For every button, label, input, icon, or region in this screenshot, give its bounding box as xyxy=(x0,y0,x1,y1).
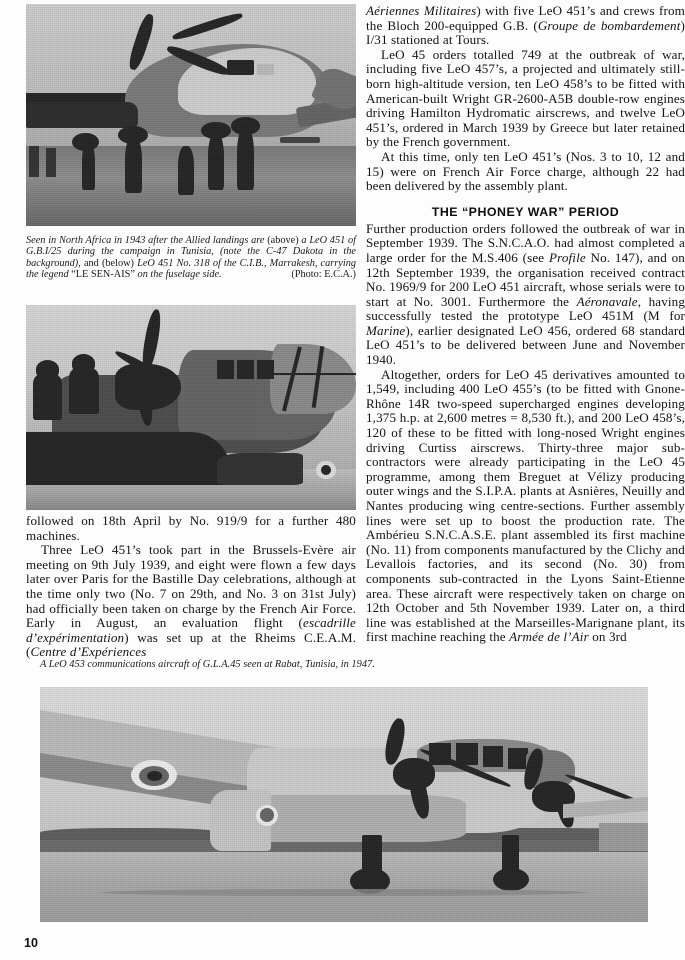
left-paragraph-1: followed on 18th April by No. 919/9 for a further 480 machines. xyxy=(26,513,356,543)
caption-upper xyxy=(26,235,356,280)
left-paragraph-2: Three LeO 451’s took part in the Brussels-Evère air meeting on 9th July 1939, and eight were flown a few days later over Paris for the Bastille Day celebrations, although at the time only two (No. 7 on 29th, and No. 3 on 31st July) had officially been taken on charge by the French Air Force. Early in August, an evaluation flight (escadrille d’expérimentation) was set up at the Rheims C.E.A.M. (Centre d’Expériences xyxy=(26,542,356,660)
italic-groupe-de-bombardement: Groupe de bombardement xyxy=(537,17,681,33)
caption-upper-part3: (note the C-47 Dakota in the background), xyxy=(26,246,356,269)
caption-lower: A LeO 453 communications aircraft of G.L.A.45 seen at Rabat, Tunisia, in 1947. xyxy=(40,659,375,670)
caption-upper-part1: (above) xyxy=(267,235,299,246)
right-paragraph-4: Further production orders followed the outbreak of war in September 1939. The S.N.C.A.O. had almost completed a large order for the M.S.406 (see Profile No. 147), and on 12th September 1939, the organisation received contract No. 1969/9 for 200 LeO 451 aircraft, whose serials were to start at No. 3001. Furthermore the Aéronavale, having successfully tested the prototype LeO 451M (M for Marine), earlier designated LeO 456, ordered 68 standard LeO 451’s to be delivered between June and November 1940. xyxy=(366,220,685,368)
page-number: 10 xyxy=(24,936,38,950)
italic-escadrille: escadrille d’expérimentation xyxy=(26,615,356,645)
photo-leo451-north-africa xyxy=(26,4,356,226)
italic-centre-experiences: Centre d’Expériences xyxy=(30,644,147,660)
italic-profile: Profile xyxy=(548,249,586,265)
right-paragraph-3: At this time, only ten LeO 451’s (Nos. 3 to 10, 12 and 15) were on French Air Force charge, although 22 had been delivered by the assembly plant. xyxy=(366,148,685,194)
caption-upper-part5: LeO 451 No. 318 of the C.I.B., Marrakesh, carrying the legend xyxy=(26,257,357,280)
photo-leo451-no318-cib-marrakesh xyxy=(26,305,356,510)
italic-aeriennes-militaires: Aériennes Militaires xyxy=(366,3,477,18)
right-paragraph-5: Altogether, orders for LeO 45 derivatives amounted to 1,549, including 400 LeO 455’s (to be fitted with Gnone-Rhône 14R two-speed supercharged engines developing 1,375 h.p. at 2,600 metres = 8,530 ft.), and 200 LeO 458’s, 120 of these to be fitted with long-nosed Wright engines driving Curtiss airscrews. Thirty-three major sub-contractors were already participating in the LeO 45 programme, among them Breguet at Vélizy producing outer wings and the S.I.P.A. plants at Asnières, Neuilly and Nantes producing wing centre-sections. Further assembly lines were set up to boost the production rate. The Ambérieu S.N.C.A.S.E. plant assembled its first machine (No. 11) from components manufactured by the Clichy and Levallois factories, and its second (No. 30) from components sub-contracted in the Lyons Saint-Etienne area. These aircraft were respectively taken on charge on 12th October and 5th November 1939. Later on, a third line was established at the Marseilles-Marignane plant, its first machine reaching the Armée de l’Air on 3rd xyxy=(366,366,685,645)
photo-credit: (Photo: E.C.A.) xyxy=(291,268,356,280)
photo-leo453-rabat xyxy=(40,687,648,922)
caption-upper-lead: Seen in North Africa in 1943 after the Allied landings are xyxy=(26,235,265,246)
right-paragraph-1: Aériennes Militaires) with five LeO 451’s and crews from the Bloch 200-equipped G.B. (Groupe de bombardement) I/31 stationed at Tours. xyxy=(366,3,685,48)
caption-upper-part7: on the fuselage side. xyxy=(137,268,222,280)
caption-upper-part6: “LE SEN-AIS” xyxy=(71,268,135,280)
italic-aeronavale: Aéronavale xyxy=(576,293,638,309)
right-paragraph-2: LeO 45 orders totalled 749 at the outbreak of war, including five LeO 457’s, a projected and ultimately still-born high-altitude version, ten LeO 458’s to be fitted with American-built Wright GR-2600-A5B double-row engines driving Hamilton Hydromatic airscrews, and twelve LeO 451’s, ordered in March 1939 by Greece but later retained by the French government. xyxy=(366,46,685,150)
italic-marine: Marine xyxy=(366,322,406,338)
caption-upper-part4: and (below) xyxy=(83,257,134,269)
italic-armee-de-lair: Armée de l’Air xyxy=(509,629,589,645)
section-heading-phoney-war: THE “PHONEY WAR” PERIOD xyxy=(431,204,620,219)
caption-upper-part2: a LeO 451 of G.B.I/25 during the campaign in Tunisia, xyxy=(26,235,357,258)
